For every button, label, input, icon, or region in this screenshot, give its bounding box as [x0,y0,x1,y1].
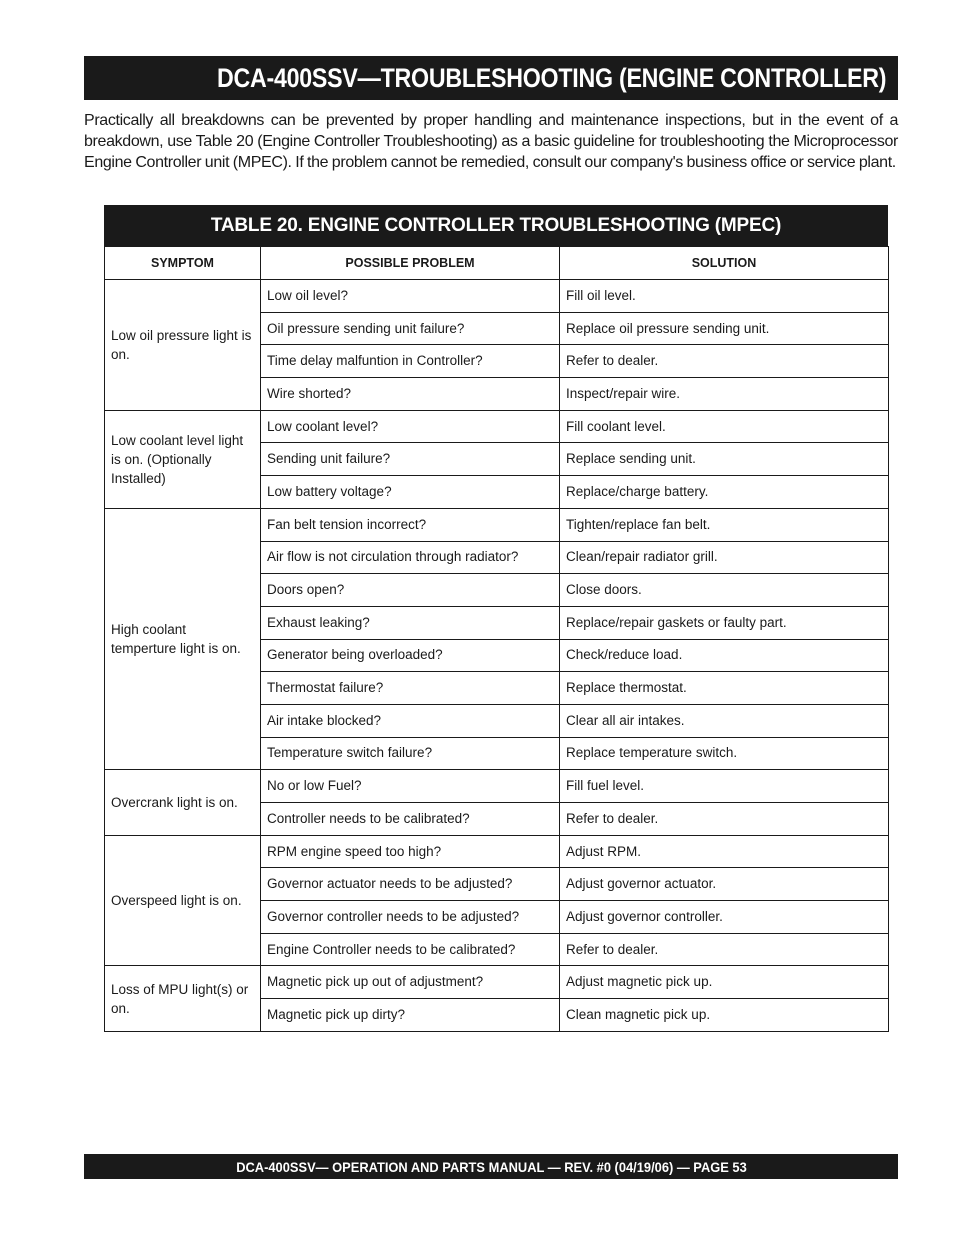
column-header-problem: POSSIBLE PROBLEM [261,247,560,280]
problem-cell: Air flow is not circulation through radiator? [261,541,560,574]
solution-cell: Replace sending unit. [560,443,889,476]
table-caption: TABLE 20. ENGINE CONTROLLER TROUBLESHOOTING (MPEC) [104,205,888,246]
problem-cell: Thermostat failure? [261,672,560,705]
solution-cell: Replace oil pressure sending unit. [560,312,889,345]
solution-cell: Replace/charge battery. [560,476,889,509]
solution-cell: Inspect/repair wire. [560,378,889,411]
solution-cell: Clean/repair radiator grill. [560,541,889,574]
problem-cell: Time delay malfuntion in Controller? [261,345,560,378]
solution-cell: Refer to dealer. [560,803,889,836]
solution-cell: Clear all air intakes. [560,704,889,737]
solution-cell: Replace/repair gaskets or faulty part. [560,606,889,639]
problem-cell: Exhaust leaking? [261,606,560,639]
problem-cell: Low battery voltage? [261,476,560,509]
problem-cell: Magnetic pick up out of adjustment? [261,966,560,999]
problem-cell: Low oil level? [261,280,560,313]
solution-cell: Adjust governor controller. [560,901,889,934]
symptom-cell: High coolant temperture light is on. [105,508,261,770]
problem-cell: Governor controller needs to be adjusted? [261,901,560,934]
solution-cell: Fill coolant level. [560,410,889,443]
problem-cell: Fan belt tension incorrect? [261,508,560,541]
column-header-solution: SOLUTION [560,247,889,280]
table-row [105,508,889,541]
table-body [105,280,889,1032]
solution-cell: Refer to dealer. [560,345,889,378]
solution-cell: Adjust governor actuator. [560,868,889,901]
problem-cell: Controller needs to be calibrated? [261,803,560,836]
table-row [105,966,889,999]
problem-cell: RPM engine speed too high? [261,835,560,868]
problem-cell: Air intake blocked? [261,704,560,737]
solution-cell: Check/reduce load. [560,639,889,672]
solution-cell: Replace thermostat. [560,672,889,705]
solution-cell: Close doors. [560,574,889,607]
problem-cell: Engine Controller needs to be calibrated? [261,933,560,966]
problem-cell: Magnetic pick up dirty? [261,999,560,1032]
symptom-cell: Low oil pressure light is on. [105,280,261,411]
table-row [105,770,889,803]
table-grid [104,246,889,1032]
problem-cell: Generator being overloaded? [261,639,560,672]
problem-cell: Oil pressure sending unit failure? [261,312,560,345]
solution-cell: Clean magnetic pick up. [560,999,889,1032]
solution-cell: Tighten/replace fan belt. [560,508,889,541]
problem-cell: Doors open? [261,574,560,607]
symptom-cell: Overcrank light is on. [105,770,261,835]
problem-cell: Governor actuator needs to be adjusted? [261,868,560,901]
problem-cell: Sending unit failure? [261,443,560,476]
solution-cell: Fill oil level. [560,280,889,313]
table-row [105,280,889,313]
symptom-cell: Low coolant level light is on. (Optionally Installed) [105,410,261,508]
problem-cell: Wire shorted? [261,378,560,411]
problem-cell: Temperature switch failure? [261,737,560,770]
column-header-symptom: SYMPTOM [105,247,261,280]
solution-cell: Adjust RPM. [560,835,889,868]
solution-cell: Refer to dealer. [560,933,889,966]
table-row [105,410,889,443]
problem-cell: No or low Fuel? [261,770,560,803]
solution-cell: Adjust magnetic pick up. [560,966,889,999]
intro-paragraph: Practically all breakdowns can be prevented by proper handling and maintenance inspections, but in the event of a breakdown, use Table 20 (Engine Controller Troubleshooting) as a basic guideline for troubleshooting the Microprocessor Engine Controller unit (MPEC). If the problem cannot be remedied, consult our company's business office or service plant. [84,112,898,171]
problem-cell: Low coolant level? [261,410,560,443]
page-footer [84,1154,898,1179]
table-row [105,835,889,868]
solution-cell: Replace temperature switch. [560,737,889,770]
table-header-row [105,247,889,280]
footer-text: DCA-400SSV— OPERATION AND PARTS MANUAL — REV. #0 (04/19/06) — PAGE 53 [235,1158,747,1175]
troubleshooting-table [104,205,888,1032]
page-title-bar [84,56,898,100]
symptom-cell: Loss of MPU light(s) or on. [105,966,261,1031]
solution-cell: Fill fuel level. [560,770,889,803]
symptom-cell: Overspeed light is on. [105,835,261,966]
page-title: DCA-400SSV—TROUBLESHOOTING (ENGINE CONTROLLER) [216,62,886,93]
